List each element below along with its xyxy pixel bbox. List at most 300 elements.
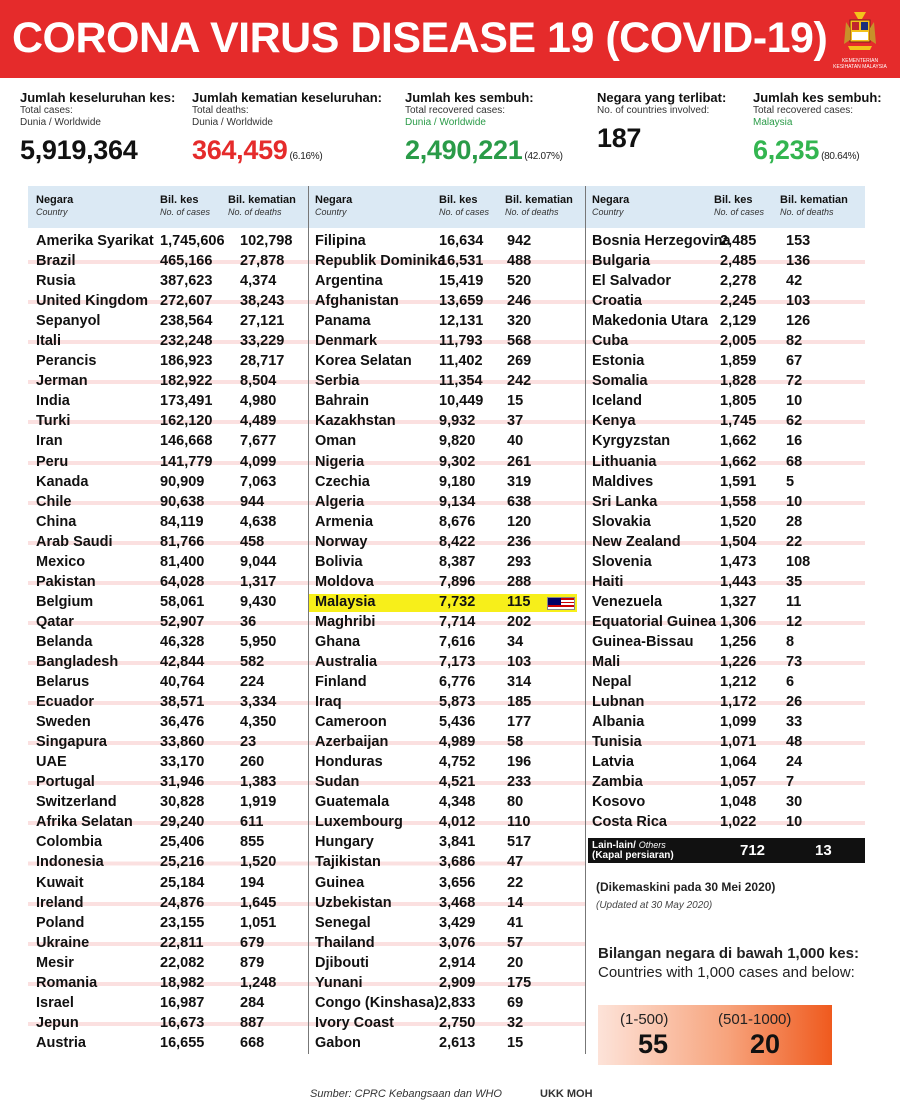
- death-count: 269: [507, 353, 532, 370]
- table-row: [309, 934, 585, 954]
- table-rows: [28, 232, 308, 1054]
- case-count: 7,732: [439, 593, 476, 610]
- case-count: 64,028: [160, 573, 205, 590]
- table-row: [309, 252, 585, 272]
- country-name: Indonesia: [36, 854, 104, 871]
- table-row: [309, 352, 585, 372]
- table-row: [586, 312, 865, 332]
- stat-sub: Dunia / Worldwide: [405, 117, 486, 128]
- country-name: Australia: [315, 653, 378, 670]
- country-name: Tunisia: [592, 734, 642, 751]
- table-row: [28, 633, 308, 653]
- country-name: Iceland: [592, 393, 642, 410]
- table-row: [28, 1034, 308, 1054]
- death-count: 14: [507, 894, 524, 911]
- table-row: [586, 412, 865, 432]
- country-name: Albania: [592, 714, 645, 731]
- country-name: Moldova: [315, 573, 374, 590]
- table-row: [28, 533, 308, 553]
- death-count: 4,099: [240, 453, 277, 470]
- table-row: [309, 1034, 585, 1054]
- table-row: [309, 473, 585, 493]
- case-count: 15,419: [439, 273, 484, 290]
- country-table-column-2: [309, 186, 586, 1054]
- table-row: [309, 673, 585, 693]
- death-count: 260: [240, 754, 265, 771]
- case-count: 4,752: [439, 754, 476, 771]
- country-name: Thailand: [315, 934, 375, 951]
- death-count: 73: [786, 653, 803, 670]
- table-row: [28, 733, 308, 753]
- table-row: [586, 232, 865, 252]
- table-row: [28, 914, 308, 934]
- death-count: 15: [507, 393, 524, 410]
- death-count: 7: [786, 774, 795, 791]
- death-count: 679: [240, 934, 265, 951]
- page-title: CORONA VIRUS DISEASE 19 (COVID-19): [12, 14, 828, 62]
- country-name: Korea Selatan: [315, 353, 412, 370]
- country-name: Austria: [36, 1034, 86, 1051]
- table-row: [309, 593, 585, 613]
- country-name: Armenia: [315, 513, 374, 530]
- table-row: [28, 372, 308, 392]
- country-name: Perancis: [36, 353, 97, 370]
- table-row: [586, 432, 865, 452]
- table-row: [309, 513, 585, 533]
- country-name: Ivory Coast: [315, 1014, 394, 1031]
- country-name: Poland: [36, 914, 85, 931]
- table-row: [309, 974, 585, 994]
- country-name: El Salvador: [592, 273, 671, 290]
- country-name: Jepun: [36, 1014, 79, 1031]
- stat-sub: Total deaths:: [192, 105, 249, 116]
- country-name: Sri Lanka: [592, 493, 658, 510]
- country-name: Afrika Selatan: [36, 814, 133, 831]
- death-count: 3,334: [240, 694, 277, 711]
- case-count: 7,173: [439, 653, 476, 670]
- case-count: 186,923: [160, 353, 213, 370]
- death-count: 40: [507, 433, 524, 450]
- country-name: Malaysia: [315, 593, 376, 610]
- table-row: [309, 332, 585, 352]
- table-row: [309, 874, 585, 894]
- death-count: 9,044: [240, 553, 277, 570]
- th-deaths: Bil. kematian No. of deaths: [228, 194, 296, 217]
- source-note: Sumber: CPRC Kebangsaan dan WHO: [310, 1088, 502, 1100]
- death-count: 72: [786, 373, 803, 390]
- case-count: 2,278: [720, 273, 757, 290]
- case-count: 3,841: [439, 834, 476, 851]
- updated-note: [596, 880, 775, 911]
- country-name: Estonia: [592, 353, 645, 370]
- th-country: Negara Country: [592, 194, 630, 217]
- country-name: Belgium: [36, 593, 94, 610]
- death-count: 27,121: [240, 313, 285, 330]
- case-count: 1,226: [720, 653, 757, 670]
- banner: [0, 0, 900, 78]
- th-cases: Bil. kes No. of cases: [439, 194, 490, 217]
- stat-recovered-malaysia: [753, 90, 882, 166]
- country-name: Jerman: [36, 373, 88, 390]
- table-row: [309, 573, 585, 593]
- death-count: 35: [786, 573, 803, 590]
- table-row: [586, 733, 865, 753]
- case-count: 8,676: [439, 513, 476, 530]
- table-row: [309, 533, 585, 553]
- case-count: 1,256: [720, 633, 757, 650]
- case-count: 16,531: [439, 253, 484, 270]
- country-name: Mexico: [36, 553, 86, 570]
- country-name: Somalia: [592, 373, 648, 390]
- death-count: 8,504: [240, 373, 277, 390]
- country-name: Latvia: [592, 754, 634, 771]
- death-count: 246: [507, 293, 532, 310]
- stat-total-deaths: [192, 90, 382, 166]
- death-count: 855: [240, 834, 265, 851]
- table-row: [28, 272, 308, 292]
- death-count: 136: [786, 253, 811, 270]
- table-row: [586, 593, 865, 613]
- stat-sub: No. of countries involved:: [597, 105, 710, 116]
- table-row: [28, 453, 308, 473]
- country-name: Qatar: [36, 613, 74, 630]
- death-count: 5: [786, 473, 795, 490]
- case-count: 3,076: [439, 934, 476, 951]
- case-count: 38,571: [160, 694, 205, 711]
- table-row: [28, 974, 308, 994]
- case-count: 1,473: [720, 553, 757, 570]
- death-count: 58: [507, 734, 524, 751]
- death-count: 242: [507, 373, 532, 390]
- death-count: 1,919: [240, 794, 277, 811]
- country-name: China: [36, 513, 77, 530]
- table-row: [28, 773, 308, 793]
- country-name: Yunani: [315, 974, 363, 991]
- table-row: [586, 693, 865, 713]
- table-row: [309, 493, 585, 513]
- death-count: 202: [507, 613, 532, 630]
- case-count: 1,172: [720, 694, 757, 711]
- table-row: [586, 453, 865, 473]
- th-deaths: Bil. kematian No. of deaths: [780, 194, 848, 217]
- death-count: 6: [786, 674, 795, 691]
- range-label: (501-1000): [718, 1011, 792, 1028]
- case-count: 2,613: [439, 1034, 476, 1051]
- death-count: 196: [507, 754, 532, 771]
- country-name: Iran: [36, 433, 63, 450]
- case-count: 2,750: [439, 1014, 476, 1031]
- table-row: [586, 653, 865, 673]
- death-count: 1,520: [240, 854, 277, 871]
- case-count: 33,860: [160, 734, 205, 751]
- country-name: Ireland: [36, 894, 84, 911]
- case-count: 238,564: [160, 313, 213, 330]
- case-count: 1,099: [720, 714, 757, 731]
- stat-value: 364,459 (6.16%): [192, 135, 323, 165]
- stat-total-cases: [20, 90, 175, 166]
- country-name: Kanada: [36, 473, 89, 490]
- case-count: 7,616: [439, 633, 476, 650]
- table-row: [586, 673, 865, 693]
- country-name: Belanda: [36, 633, 93, 650]
- death-count: 32: [507, 1014, 524, 1031]
- table-row: [309, 853, 585, 873]
- country-name: Sepanyol: [36, 313, 101, 330]
- death-count: 27,878: [240, 253, 285, 270]
- table-row: [309, 272, 585, 292]
- case-count: 12,131: [439, 313, 484, 330]
- table-rows: [309, 232, 585, 1054]
- death-count: 4,374: [240, 273, 277, 290]
- country-name: Czechia: [315, 473, 370, 490]
- country-name: Bahrain: [315, 393, 369, 410]
- death-count: 638: [507, 493, 532, 510]
- table-row: [309, 633, 585, 653]
- stat-countries-involved: [597, 90, 726, 154]
- case-count: 29,240: [160, 814, 205, 831]
- death-count: 23: [240, 734, 257, 751]
- death-count: 80: [507, 794, 524, 811]
- country-name: Ghana: [315, 633, 361, 650]
- table-row: [309, 753, 585, 773]
- country-name: Finland: [315, 674, 367, 691]
- death-count: 68: [786, 453, 803, 470]
- case-count: 5,873: [439, 694, 476, 711]
- death-count: 517: [507, 834, 532, 851]
- country-name: Maghribi: [315, 613, 376, 630]
- case-count: 1,805: [720, 393, 757, 410]
- th-country: Negara Country: [315, 194, 353, 217]
- death-count: 16: [786, 433, 803, 450]
- death-count: 28: [786, 513, 803, 530]
- stat-value: 2,490,221 (42.07%): [405, 135, 563, 165]
- country-name: Azerbaijan: [315, 734, 389, 751]
- country-table-column-1: [28, 186, 309, 1054]
- case-count: 1,745: [720, 413, 757, 430]
- death-count: 7,677: [240, 433, 277, 450]
- table-row: [309, 653, 585, 673]
- case-count: 2,245: [720, 293, 757, 310]
- case-count: 9,180: [439, 473, 476, 490]
- table-row: [586, 533, 865, 553]
- country-name: Kenya: [592, 413, 636, 430]
- table-row: [309, 232, 585, 252]
- stat-title: Jumlah keseluruhan kes:: [20, 90, 176, 105]
- death-count: 288: [507, 573, 532, 590]
- death-count: 41: [507, 914, 524, 931]
- death-count: 103: [507, 653, 532, 670]
- table-row: [28, 853, 308, 873]
- case-count: 52,907: [160, 613, 205, 630]
- death-count: 36: [240, 613, 257, 630]
- crest-icon: [836, 8, 884, 58]
- country-name: Sudan: [315, 774, 360, 791]
- case-count: 1,306: [720, 613, 757, 630]
- case-count: 16,673: [160, 1014, 205, 1031]
- table-row: [309, 312, 585, 332]
- case-count: 1,558: [720, 493, 757, 510]
- table-row: [309, 914, 585, 934]
- country-name: Kuwait: [36, 874, 84, 891]
- table-row: [28, 292, 308, 312]
- death-count: 11: [786, 593, 802, 610]
- death-count: 33: [786, 714, 803, 731]
- death-count: 126: [786, 313, 811, 330]
- table-row: [28, 693, 308, 713]
- country-name: Cameroon: [315, 714, 387, 731]
- table-row: [28, 813, 308, 833]
- country-name: UAE: [36, 754, 67, 771]
- case-count: 1,504: [720, 533, 757, 550]
- th-cases: Bil. kes No. of cases: [714, 194, 765, 217]
- malaysia-flag-icon: [547, 597, 575, 610]
- case-count: 4,348: [439, 794, 476, 811]
- below-1000-heading: [598, 945, 859, 981]
- country-name: Croatia: [592, 293, 642, 310]
- country-name: Tajikistan: [315, 854, 381, 871]
- country-name: Djibouti: [315, 954, 369, 971]
- death-count: 48: [786, 734, 803, 751]
- country-name: Amerika Syarikat: [36, 233, 154, 249]
- th-cases: Bil. kes No. of cases: [160, 194, 211, 217]
- case-count: 11,793: [439, 333, 483, 350]
- table-row: [309, 713, 585, 733]
- stat-sub: Total recovered cases:: [405, 105, 506, 116]
- case-count: 16,987: [160, 994, 205, 1011]
- country-name: Itali: [36, 333, 61, 350]
- death-count: 110: [507, 814, 531, 831]
- table-row: [28, 312, 308, 332]
- table-row: [586, 493, 865, 513]
- case-count: 81,766: [160, 533, 205, 550]
- stat-title: Jumlah kes sembuh:: [753, 90, 882, 105]
- table-row: [309, 793, 585, 813]
- table-row: [586, 773, 865, 793]
- death-count: 1,317: [240, 573, 277, 590]
- table-row: [309, 733, 585, 753]
- death-count: 194: [240, 874, 265, 891]
- country-name: Colombia: [36, 834, 103, 851]
- stat-sub: Dunia / Worldwide: [192, 117, 273, 128]
- country-name: Senegal: [315, 914, 371, 931]
- others-row: [588, 838, 865, 863]
- case-count: 9,302: [439, 453, 476, 470]
- stat-value: 187: [597, 123, 642, 153]
- range-count: 55: [638, 1029, 669, 1059]
- case-count: 173,491: [160, 393, 213, 410]
- case-count: 31,946: [160, 774, 205, 791]
- case-count: 9,820: [439, 433, 476, 450]
- case-count: 4,012: [439, 814, 476, 831]
- others-cases: 712: [740, 842, 766, 859]
- country-name: Mesir: [36, 954, 74, 971]
- country-name: United Kingdom: [36, 293, 148, 310]
- case-count: 1,443: [720, 573, 757, 590]
- table-row: [309, 693, 585, 713]
- country-name: Argentina: [315, 273, 383, 290]
- case-count: 11,402: [439, 353, 483, 370]
- table-row: [586, 633, 865, 653]
- table-rows: [586, 232, 865, 833]
- death-count: 224: [240, 674, 265, 691]
- death-count: 4,350: [240, 714, 277, 731]
- case-count: 25,406: [160, 834, 205, 851]
- table-row: [586, 272, 865, 292]
- country-name: Turki: [36, 413, 71, 430]
- case-count: 7,896: [439, 573, 476, 590]
- case-count: 40,764: [160, 674, 205, 691]
- case-count: 58,061: [160, 593, 205, 610]
- table-row: [586, 332, 865, 352]
- country-name: Honduras: [315, 754, 383, 771]
- table-row: [28, 653, 308, 673]
- table-row: [28, 673, 308, 693]
- death-count: 82: [786, 333, 803, 350]
- case-count: 2,485: [720, 233, 757, 249]
- country-name: Zambia: [592, 774, 643, 791]
- case-count: 42,844: [160, 653, 205, 670]
- table-row: [586, 553, 865, 573]
- country-name: Congo (Kinshasa): [315, 994, 440, 1011]
- case-count: 4,989: [439, 734, 476, 751]
- death-count: 944: [240, 493, 265, 510]
- th-country: Negara Country: [36, 194, 74, 217]
- death-count: 57: [507, 934, 524, 951]
- country-name: Bolivia: [315, 553, 363, 570]
- country-name: Costa Rica: [592, 814, 667, 831]
- death-count: 22: [786, 533, 803, 550]
- case-count: 3,429: [439, 914, 476, 931]
- case-count: 1,022: [720, 814, 757, 831]
- death-count: 4,489: [240, 413, 277, 430]
- country-name: Brazil: [36, 253, 76, 270]
- credit-note: UKK MOH: [540, 1088, 593, 1100]
- country-name: Kyrgyzstan: [592, 433, 671, 450]
- case-count: 22,811: [160, 934, 204, 951]
- country-name: Nepal: [592, 674, 632, 691]
- table-row: [28, 252, 308, 272]
- country-name: Switzerland: [36, 794, 117, 811]
- country-name: Ukraine: [36, 934, 90, 951]
- case-count: 13,659: [439, 293, 484, 310]
- death-count: 10: [786, 814, 803, 831]
- case-count: 23,155: [160, 914, 205, 931]
- country-name: Panama: [315, 313, 371, 330]
- death-count: 10: [786, 493, 803, 510]
- country-name: Slovakia: [592, 513, 651, 530]
- country-name: Hungary: [315, 834, 374, 851]
- case-count: 1,212: [720, 674, 757, 691]
- country-name: Venezuela: [592, 593, 663, 610]
- table-row: [28, 793, 308, 813]
- case-count: 465,166: [160, 253, 213, 270]
- th-deaths: Bil. kematian No. of deaths: [505, 194, 573, 217]
- below-subtitle: Countries with 1,000 cases and below:: [598, 964, 855, 981]
- country-name: Belarus: [36, 674, 90, 691]
- country-name: Ecuador: [36, 694, 95, 711]
- country-name: Peru: [36, 453, 69, 470]
- death-count: 10: [786, 393, 803, 410]
- country-name: Gabon: [315, 1034, 361, 1051]
- stat-sub: Total cases:: [20, 105, 73, 116]
- table-row: [586, 573, 865, 593]
- table-row: [309, 894, 585, 914]
- case-count: 11,354: [439, 373, 483, 390]
- country-name: Pakistan: [36, 573, 96, 590]
- case-count: 1,048: [720, 794, 757, 811]
- death-count: 1,248: [240, 974, 277, 991]
- table-row: [28, 412, 308, 432]
